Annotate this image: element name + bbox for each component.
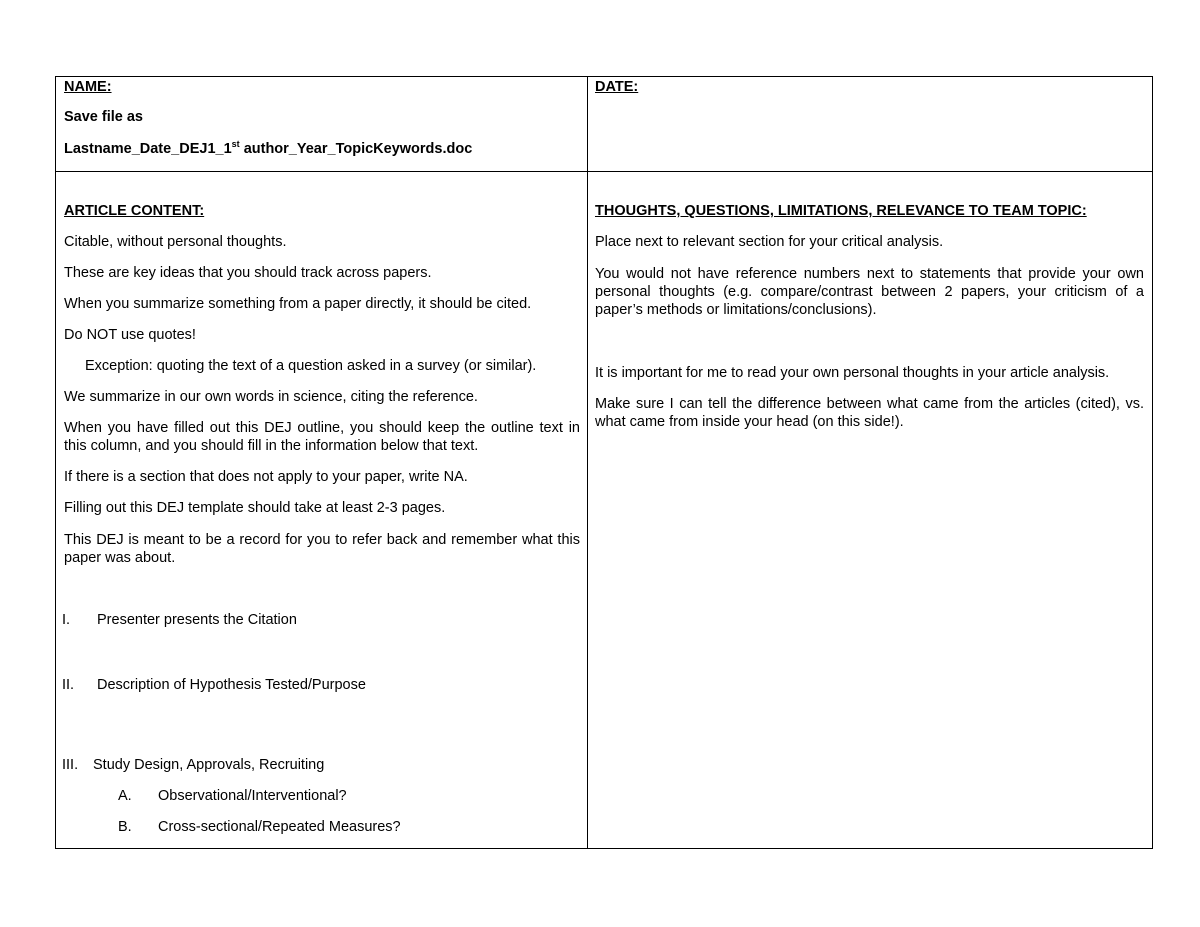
dej-table xyxy=(55,76,1153,849)
right-paragraph: Place next to relevant section for your critical analysis. xyxy=(595,234,944,250)
right-paragraph: Make sure I can tell the difference between what came from the articles (cited), vs. what came from inside your head (on this side!). xyxy=(595,396,1144,430)
outline-item: Description of Hypothesis Tested/Purpose xyxy=(97,677,366,693)
outline-subitem: Cross-sectional/Repeated Measures? xyxy=(158,819,401,835)
outline-item: Study Design, Approvals, Recruiting xyxy=(93,757,325,773)
outline-subnumber: A. xyxy=(118,788,132,804)
outline-subitem: Observational/Interventional? xyxy=(158,788,347,804)
filename-prefix: Lastname_Date_DEJ1_1 xyxy=(64,141,232,157)
outline-subnumber: B. xyxy=(118,819,132,835)
left-paragraph: This DEJ is meant to be a record for you to refer back and remember what this paper was about. xyxy=(64,532,580,566)
left-paragraph: If there is a section that does not apply to your paper, write NA. xyxy=(64,469,468,485)
outline-item: Presenter presents the Citation xyxy=(97,612,297,628)
right-paragraph: You would not have reference numbers next to statements that provide your own personal thoughts (e.g. compare/contrast between 2 papers, your criticism of a paper’s methods or limitations/conclusions). xyxy=(595,266,1144,318)
left-paragraph-indented: Exception: quoting the text of a question asked in a survey (or similar). xyxy=(85,358,537,374)
outline-number: I. xyxy=(62,612,71,628)
date-label: DATE: xyxy=(595,79,639,95)
filename-superscript: st xyxy=(231,139,240,149)
save-file-label: Save file as xyxy=(64,109,143,125)
right-paragraph: It is important for me to read your own personal thoughts in your article analysis. xyxy=(595,365,1110,381)
column-divider xyxy=(587,77,588,848)
left-paragraph: When you have filled out this DEJ outline, you should keep the outline text in this column, and you should fill in the information below that text. xyxy=(64,420,580,454)
name-label: NAME: xyxy=(64,79,112,95)
left-paragraph: Filling out this DEJ template should take at least 2-3 pages. xyxy=(64,500,446,516)
article-content-heading: ARTICLE CONTENT: xyxy=(64,203,205,219)
left-paragraph: These are key ideas that you should track across papers. xyxy=(64,265,432,281)
filename-suffix: author_Year_TopicKeywords.doc xyxy=(239,141,473,157)
left-paragraph: We summarize in our own words in science, citing the reference. xyxy=(64,389,478,405)
left-paragraph: Citable, without personal thoughts. xyxy=(64,234,287,250)
filename-template xyxy=(64,141,472,158)
thoughts-heading: THOUGHTS, QUESTIONS, LIMITATIONS, RELEVANCE TO TEAM TOPIC: xyxy=(595,203,1087,219)
row-divider xyxy=(56,171,1152,172)
outline-number: II. xyxy=(62,677,75,693)
left-paragraph: When you summarize something from a paper directly, it should be cited. xyxy=(64,296,532,312)
left-paragraph: Do NOT use quotes! xyxy=(64,327,196,343)
outline-number: III. xyxy=(62,757,79,773)
